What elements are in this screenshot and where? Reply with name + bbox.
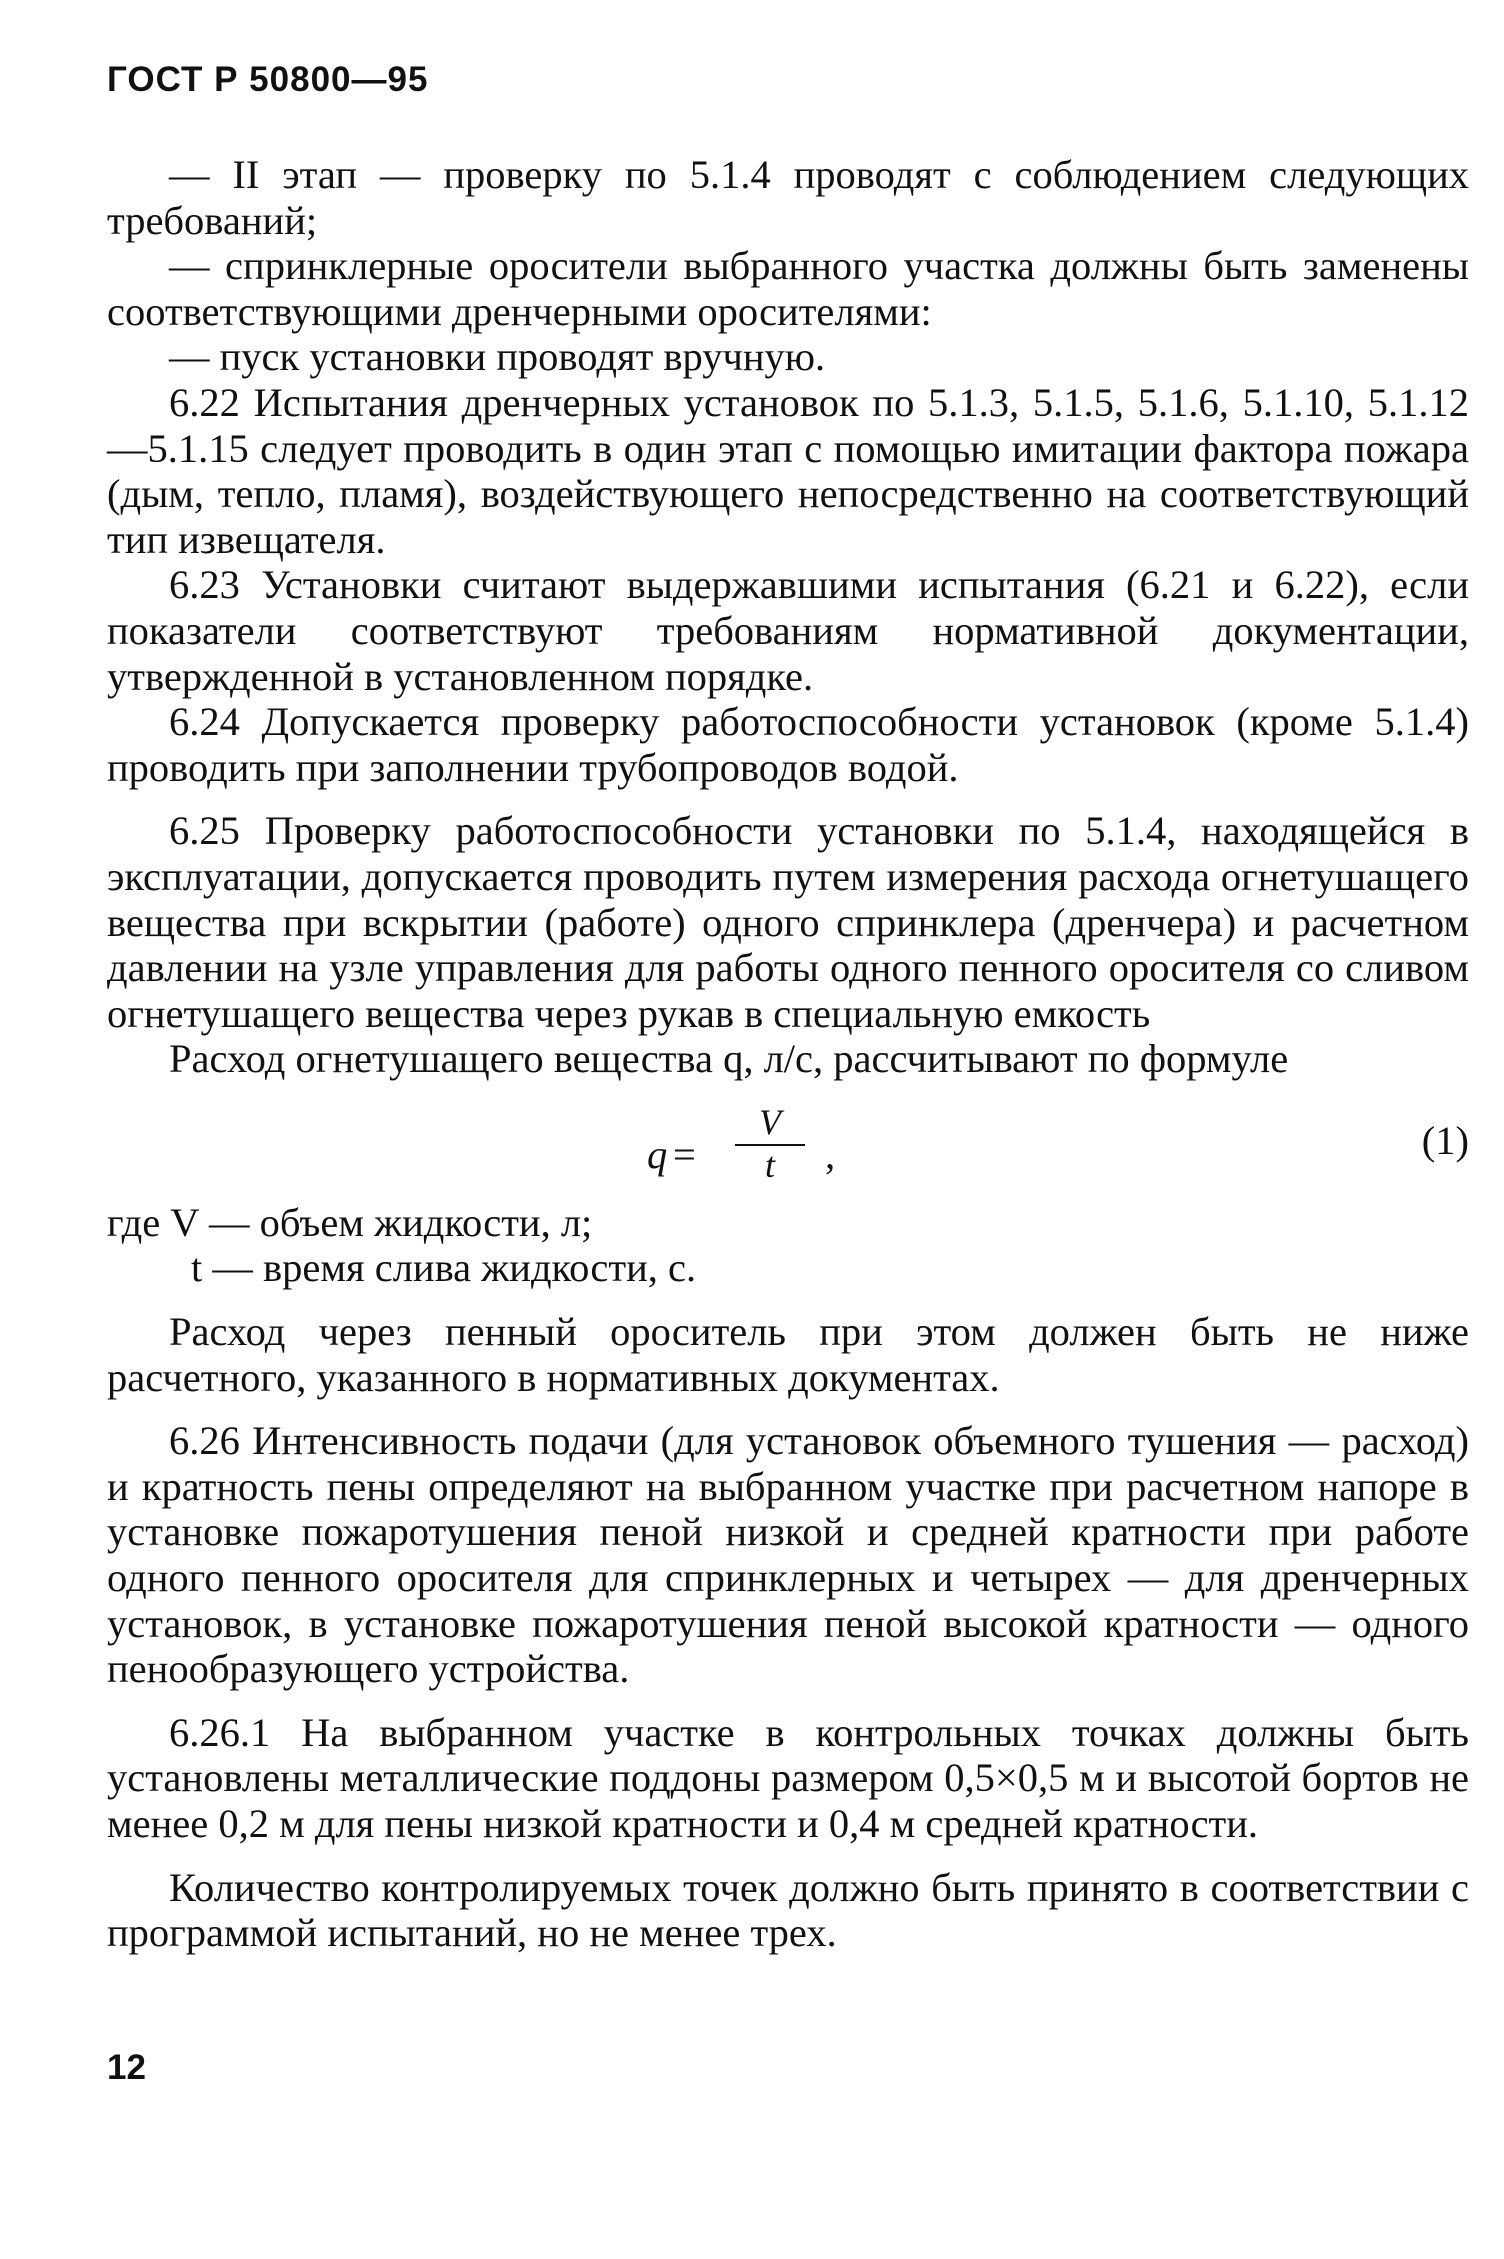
paragraph-6-22: 6.22 Испытания дренчерных установок по 5.1.3, 5.1.5, 5.1.6, 5.1.10, 5.1.12—5.1.15 следует проводить в один этап с помощью имитации фактора пожара (дым, тепло, пламя), воздействующего непосредственно на соответствующий тип извещателя. (107, 379, 1469, 562)
formula-lhs: q (647, 1131, 668, 1177)
page-number: 12 (107, 2048, 146, 2087)
paragraph-6-23: 6.23 Установки считают выдержавшими испытания (6.21 и 6.22), если показатели соответствуют требованиям нормативной документации, утвержденной в установленном порядке. (107, 562, 1469, 699)
paragraph-foam-flow: Расход через пенный ороситель при этом должен быть не ниже расчетного, указанного в нормативных документах. (107, 1309, 1469, 1400)
formula-denominator: t (764, 1144, 775, 1185)
paragraph-stage-2: — II этап — проверку по 5.1.4 проводят с соблюдением следующих требований; (107, 152, 1469, 243)
where-line-time: t — время слива жидкости, с. (191, 1245, 697, 1291)
paragraph-6-24: 6.24 Допускается проверку работоспособности установок (кроме 5.1.4) проводить при заполнении трубопроводов водой. (107, 699, 1469, 790)
paragraph-flow-rate-intro: Расход огнетушащего вещества q, л/с, рассчитывают по формуле (169, 1036, 1289, 1082)
formula-number: (1) (1421, 1117, 1469, 1163)
paragraph-sprinklers-replaced: — спринклерные оросители выбранного участка должны быть заменены соответствующими дренчерными оросителями: (107, 243, 1469, 334)
paragraph-6-26-1: 6.26.1 На выбранном участке в контрольных точках должны быть установлены металлические поддоны размером 0,5×0,5 м и высотой бортов не менее 0,2 м для пены низкой кратности и 0,4 м средней кратности. (107, 1709, 1469, 1846)
document-header: ГОСТ Р 50800—95 (107, 60, 429, 99)
body-text (107, 152, 1469, 1956)
paragraph-manual-start: — пуск установки проводят вручную. (169, 334, 826, 380)
formula-1 (107, 1088, 1469, 1200)
formula-numerator: V (759, 1101, 781, 1142)
paragraph-control-points: Количество контролируемых точек должно быть принято в соответствии с программой испытаний, но не менее трех. (107, 1864, 1469, 1956)
where-line-volume: где V — объем жидкости, л; (107, 1199, 593, 1245)
formula-fraction (735, 1101, 805, 1185)
formula-comma: , (825, 1131, 836, 1177)
paragraph-6-25: 6.25 Проверку работоспособности установки по 5.1.4, находящейся в эксплуатации, допускается проводить путем измерения расхода огнетушащего вещества при вскрытии (работе) одного спринклера (дренчера) и расчетном давлении на узле управления для работы одного пенного оросителя со сливом огнетушащего вещества через рукав в специальную емкость (107, 808, 1469, 1036)
paragraph-6-26: 6.26 Интенсивность подачи (для установок объемного тушения — расход) и кратность пены определяют на выбранном участке при расчетном напоре в установке пожаротушения пеной низкой и средней кратности при работе одного пенного оросителя для спринклерных и четырех — для дренчерных установок, в установке пожаротушения пеной высокой кратности — одного пенообразующего устройства. (107, 1418, 1469, 1692)
formula-equals: = (673, 1131, 696, 1177)
